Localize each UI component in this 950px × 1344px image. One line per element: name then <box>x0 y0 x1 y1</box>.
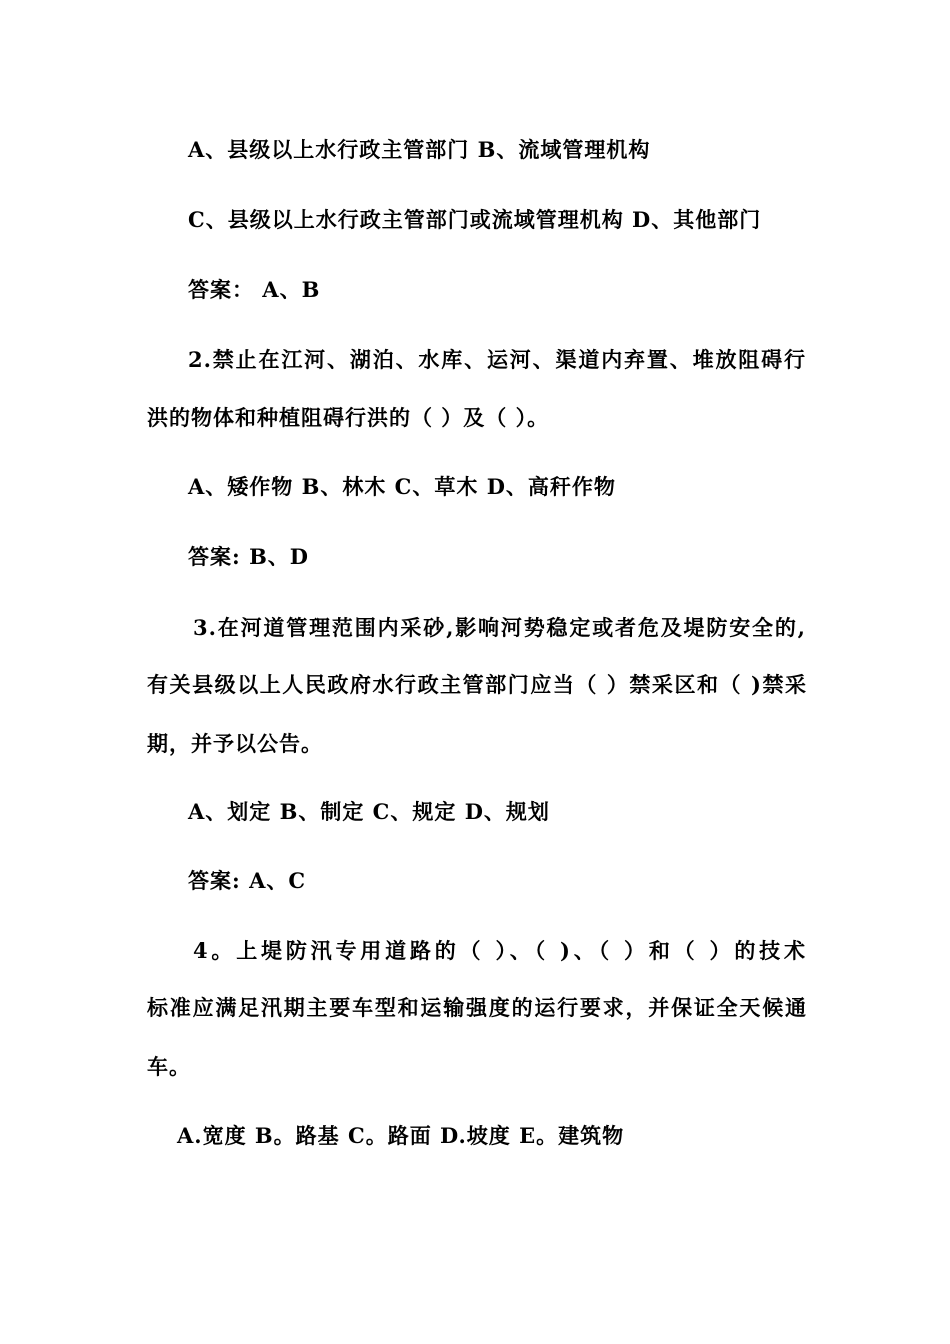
q3-question-line2: 有关县级以上人民政府水行政主管部门应当（ ）禁采区和（ )禁采 <box>147 672 807 697</box>
q4-question-line2: 标准应满足汛期主要车型和运输强度的运行要求，并保证全天候通 <box>147 995 807 1020</box>
q1-answer: 答案： A、B <box>188 277 321 302</box>
q3-question-line1: 3.在河道管理范围内采砂,影响河势稳定或者危及堤防安全的, <box>193 615 806 640</box>
q4-question-line3: 车。 <box>147 1054 191 1079</box>
q2-options: A、矮作物 B、林木 C、草木 D、高秆作物 <box>188 474 616 499</box>
q1-options-line1: A、县级以上水行政主管部门 B、流域管理机构 <box>188 137 651 162</box>
q4-question-line1: 4。上堤防汛专用道路的（ ）、（ )、（ ）和（ ）的技术 <box>193 938 806 963</box>
q2-answer: 答案: B、D <box>188 544 310 569</box>
q2-question-line2: 洪的物体和种植阻碍行洪的（ ）及（ ）。 <box>147 405 550 430</box>
q4-options: A.宽度 B。路基 C。路面 D.坡度 E。建筑物 <box>177 1123 625 1148</box>
q3-question-line3: 期，并予以公告。 <box>147 731 323 756</box>
q3-answer: 答案: A、C <box>188 868 307 893</box>
q2-question-line1: 2.禁止在江河、湖泊、水库、运河、渠道内弃置、堆放阻碍行 <box>188 347 806 372</box>
q3-options: A、划定 B、制定 C、规定 D、规划 <box>188 799 550 824</box>
q1-options-line2: C、县级以上水行政主管部门或流域管理机构 D、其他部门 <box>188 207 762 232</box>
